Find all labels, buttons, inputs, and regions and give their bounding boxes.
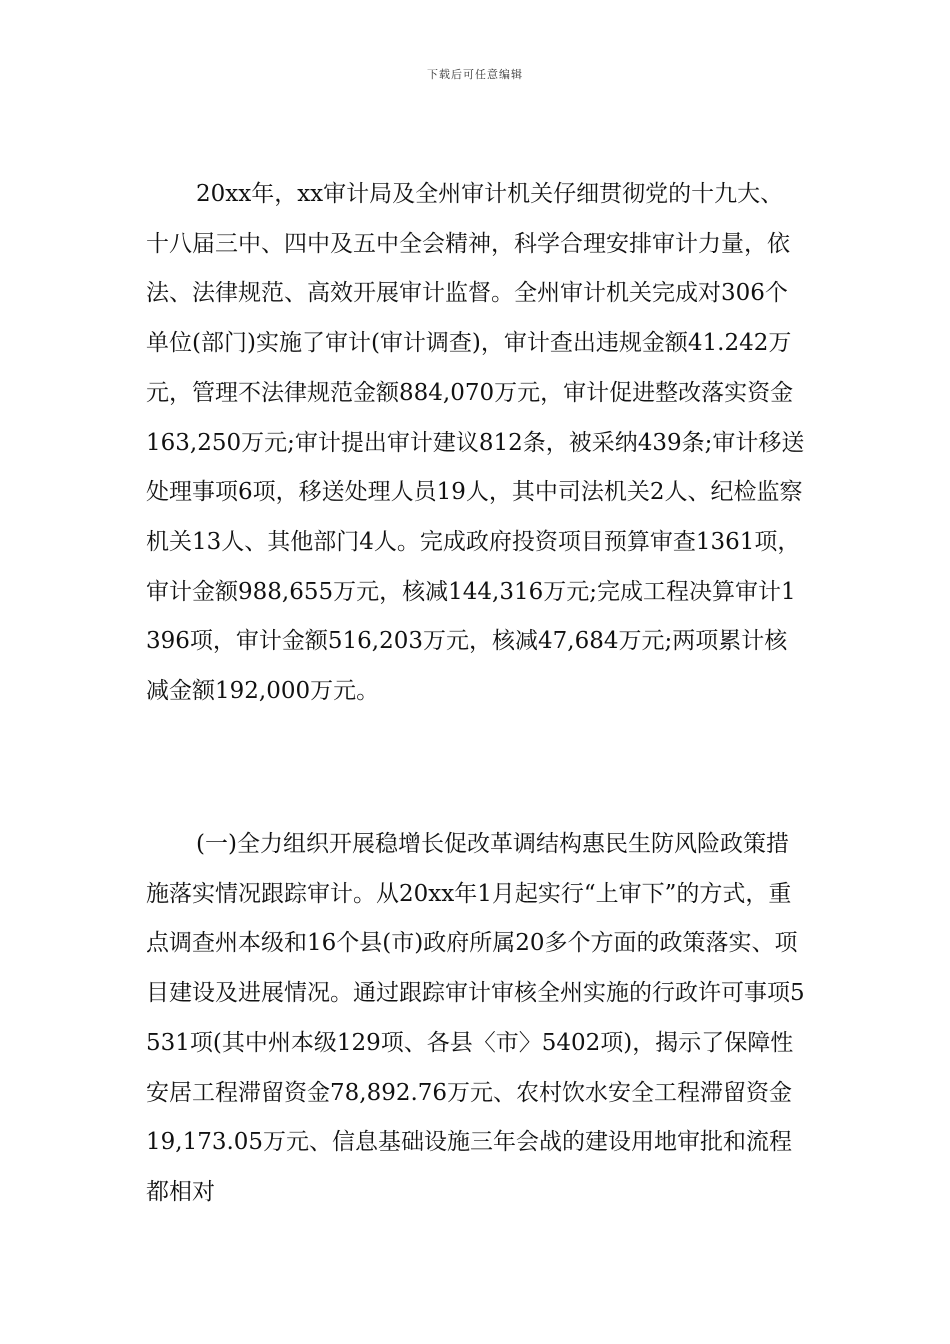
header-note: 下载后可任意编辑 bbox=[427, 68, 523, 81]
paragraph-audit-summary: 20xx年，xx审计局及全州审计机关仔细贯彻党的十九大、十八届三中、四中及五中全会精神，科学合理安排审计力量，依法、法律规范、高效开展审计监督。全州审计机关完成对306个单位(部门)实施了审计(审计调查)，审计查出违规金额41.242万元，管理不法律规范金额884,070万元，审计促进整改落实资金163,250万元;审计提出审计建议812条，被采纳439条;审计移送处理事项6项，移送处理人员19人，其中司法机关2人、纪检监察机关13人、其他部门4人。完成政府投资项目预算审查1361项，审计金额988,655万元，核减144,316万元;完成工程决算审计1396项，审计金额516,203万元，核减47,684万元;两项累计核减金额192,000万元。 bbox=[146, 181, 805, 705]
paragraph-policy-tracking-audit: (一)全力组织开展稳增长促改革调结构惠民生防风险政策措施落实情况跟踪审计。从20xx年1月起实行“上审下”的方式，重点调查州本级和16个县(市)政府所属20多个方面的政策落实、项目建设及进展情况。通过跟踪审计审核全州实施的行政许可事项5531项(其中州本级129项、各县〈市〉5402项)，揭示了保障性安居工程滞留资金78,892.76万元、农村饮水安全工程滞留资金19,173.05万元、信息基础设施三年会战的建设用地审批和流程都相对 bbox=[146, 831, 805, 1205]
